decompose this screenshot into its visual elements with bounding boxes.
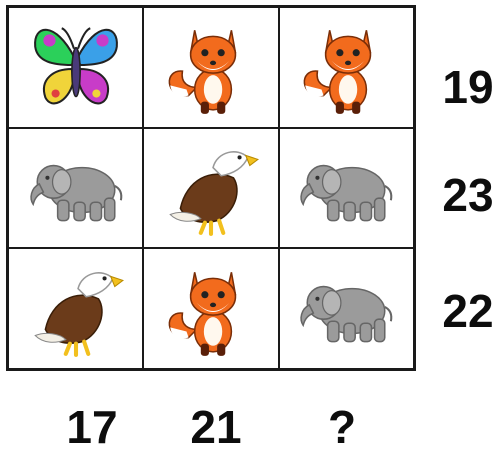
- column-sum-2: 21: [190, 401, 242, 453]
- elephant-icon: [292, 258, 400, 360]
- elephant-icon: [22, 137, 130, 239]
- eagle-icon: [157, 137, 265, 239]
- cell-r1-c3: [279, 7, 414, 128]
- cell-r3-c1: [8, 248, 143, 369]
- row-sum-3: 22: [442, 285, 494, 337]
- elephant-icon: [292, 137, 400, 239]
- fox-icon: [157, 258, 265, 360]
- column-sum-3: ?: [327, 401, 357, 453]
- column-sum-1: 17: [66, 401, 118, 453]
- cell-r2-c1: [8, 128, 143, 249]
- puzzle-grid: [6, 5, 416, 371]
- butterfly-icon: [22, 16, 130, 118]
- cell-r3-c2: [143, 248, 278, 369]
- cell-r2-c2: [143, 128, 278, 249]
- fox-icon: [292, 16, 400, 118]
- cell-r1-c1: [8, 7, 143, 128]
- eagle-icon: [22, 258, 130, 360]
- fox-icon: [157, 16, 265, 118]
- cell-r1-c2: [143, 7, 278, 128]
- row-sum-2: 23: [442, 169, 494, 221]
- row-sum-1: 19: [442, 61, 494, 113]
- cell-r3-c3: [279, 248, 414, 369]
- cell-r2-c3: [279, 128, 414, 249]
